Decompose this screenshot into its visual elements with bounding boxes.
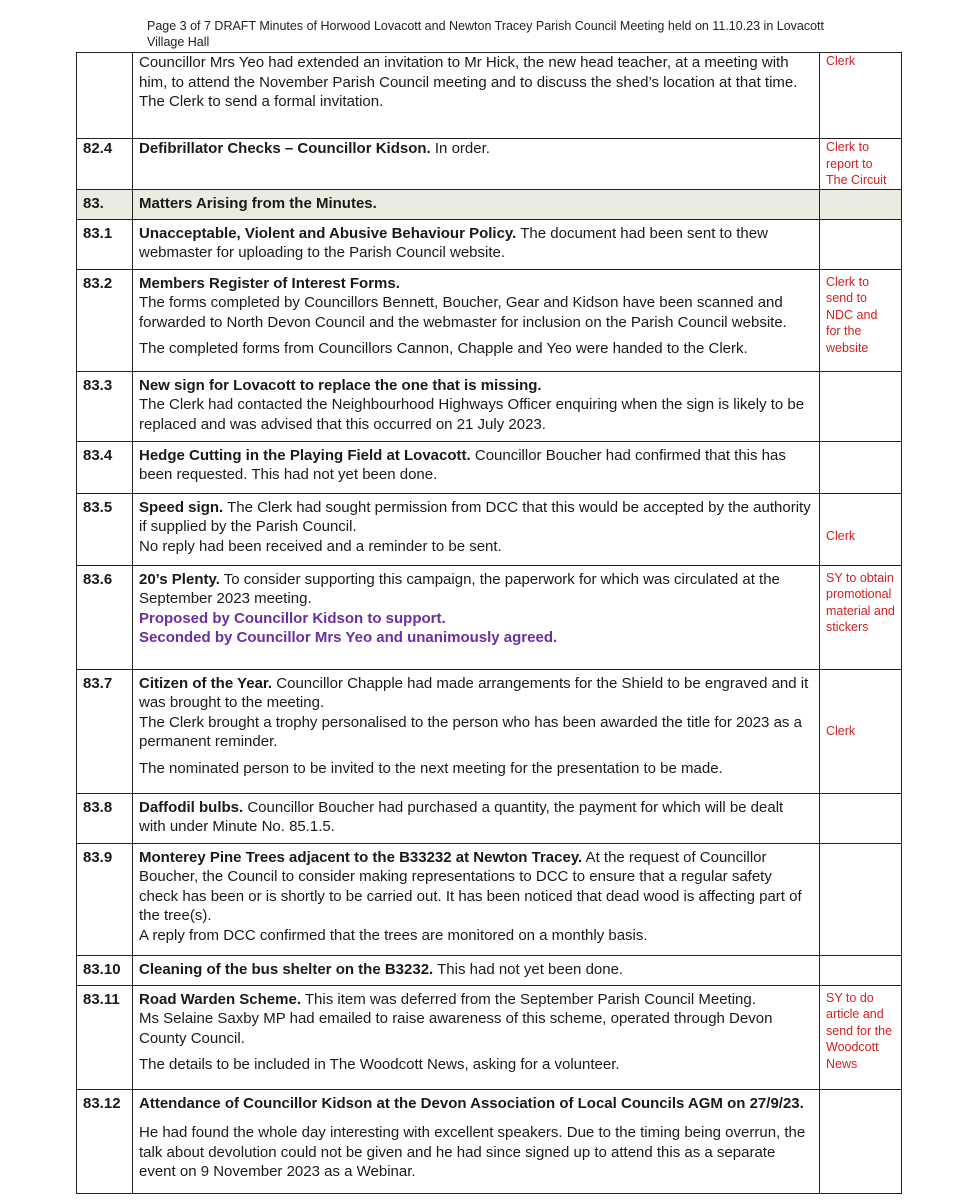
minute-title: Speed sign. — [139, 498, 224, 516]
minute-text: To consider supporting this campaign, the paperwork for which was circulated at the September 2023 meeting. — [139, 570, 780, 607]
page-header: Page 3 of 7 DRAFT Minutes of Horwood Lovacott and Newton Tracey Parish Council Meeting held on 11.10.23 in Lovacott Village Hall — [147, 19, 825, 49]
minute-text: In order. — [430, 140, 490, 157]
minute-row — [77, 669, 902, 793]
action-cell — [820, 441, 902, 493]
minute-row — [77, 269, 902, 371]
minute-text: The Clerk brought a trophy personalised to the person who has been awarded the title for 2023 as a permanent reminder. — [139, 713, 802, 750]
minute-row — [77, 565, 902, 669]
minute-body — [133, 955, 820, 985]
resolution-seconded: Seconded by Councillor Mrs Yeo and unanimously agreed. — [139, 629, 558, 646]
minute-text: Councillor Boucher had purchased a quantity, the payment for which will be dealt with under Minute No. 85.1.5. — [139, 798, 784, 835]
action-cell — [820, 1089, 902, 1193]
resolution-proposed: Proposed by Councillor Kidson to support. — [139, 609, 446, 627]
minute-number: 82.4 — [77, 139, 133, 190]
minute-number: 83.7 — [77, 669, 133, 793]
minute-number — [77, 53, 133, 139]
minute-number: 83.4 — [77, 441, 133, 493]
minute-text: Ms Selaine Saxby MP had emailed to raise awareness of this scheme, operated through Devon County Council. — [139, 1010, 773, 1047]
minute-text: The Clerk had contacted the Neighbourhood Highways Officer enquiring when the sign is likely to be replaced and was advised that this occurred on 21 July 2023. — [139, 396, 805, 433]
minute-text: This had not yet been done. — [433, 960, 624, 978]
minute-row — [77, 53, 902, 139]
minute-text: He had found the whole day interesting with excellent speakers. Due to the timing being overrun, the talk about devolution could not be given and he had since signed up to attend this as a separate event on 9 November 2023 as a Webinar. — [139, 1124, 806, 1180]
minute-text: This item was deferred from the September Parish Council Meeting. — [300, 990, 756, 1008]
minute-body — [133, 843, 820, 955]
minute-title: Cleaning of the bus shelter on the B3232. — [139, 960, 434, 978]
minute-body — [133, 219, 820, 269]
minute-row — [77, 493, 902, 565]
minute-body — [133, 269, 820, 371]
section-header-row — [77, 189, 902, 219]
minute-row — [77, 793, 902, 843]
minute-text: Councillor Chapple had made arrangements for the Shield to be engraved and it was brought to the meeting. — [139, 674, 809, 711]
minute-title: 20’s Plenty. — [139, 570, 220, 588]
minute-title: Monterey Pine Trees adjacent to the B33232 at Newton Tracey. — [139, 848, 583, 866]
minute-number: 83.12 — [77, 1089, 133, 1193]
minute-number: 83.9 — [77, 843, 133, 955]
action-cell: SY to obtain promotional material and stickers — [820, 565, 902, 669]
action-cell: Clerk to report to The Circuit — [820, 139, 902, 190]
minute-body — [133, 985, 820, 1089]
minute-text: The nominated person to be invited to the next meeting for the presentation to be made. — [139, 759, 723, 777]
minute-row — [77, 843, 902, 955]
minute-row — [77, 1089, 902, 1193]
minute-text: No reply had been received and a reminder to be sent. — [139, 537, 502, 555]
minute-number: 83.6 — [77, 565, 133, 669]
action-cell — [820, 219, 902, 269]
minute-text: The forms completed by Councillors Bennett, Boucher, Gear and Kidson have been scanned and forwarded to North Devon Council and the webmaster for inclusion on the Parish Council website. — [139, 294, 787, 331]
minute-text: A reply from DCC confirmed that the trees are monitored on a monthly basis. — [139, 926, 648, 944]
minute-body — [133, 1089, 820, 1193]
minute-number: 83.2 — [77, 269, 133, 371]
minute-row — [77, 371, 902, 441]
minute-row — [77, 985, 902, 1089]
minute-body — [133, 139, 820, 190]
minute-title: Defibrillator Checks – Councillor Kidson. — [139, 140, 431, 157]
minute-row — [77, 219, 902, 269]
minute-number: 83.1 — [77, 219, 133, 269]
action-cell: SY to do article and send for the Woodcott News — [820, 985, 902, 1089]
minute-body — [133, 493, 820, 565]
minute-text: Councillor Boucher had confirmed that this has been requested. This had not yet been done. — [139, 446, 786, 483]
minute-title: Unacceptable, Violent and Abusive Behaviour Policy. — [139, 224, 517, 242]
minute-text: Councillor Mrs Yeo had extended an invitation to Mr Hick, the new head teacher, at a meeting with him, to attend the November Parish Council meeting and to discuss the shed’s location at that time. The Clerk to send a formal invitation. — [139, 54, 798, 110]
action-cell — [820, 955, 902, 985]
minute-body — [133, 669, 820, 793]
action-cell: Clerk to send to NDC and for the website — [820, 269, 902, 371]
action-cell: Clerk — [820, 493, 902, 565]
minute-number: 83.8 — [77, 793, 133, 843]
minute-row — [77, 139, 902, 190]
minute-number: 83. — [77, 189, 133, 219]
minute-body — [133, 793, 820, 843]
minute-body — [133, 441, 820, 493]
minute-number: 83.3 — [77, 371, 133, 441]
minute-text: The completed forms from Councillors Cannon, Chapple and Yeo were handed to the Clerk. — [139, 340, 748, 357]
minute-number: 83.10 — [77, 955, 133, 985]
minute-title: Members Register of Interest Forms. — [139, 274, 400, 292]
minute-text: The document had been sent to thew webmaster for uploading to the Parish Council website. — [139, 224, 768, 261]
minute-number: 83.5 — [77, 493, 133, 565]
minute-row — [77, 441, 902, 493]
minute-body — [133, 53, 820, 139]
minute-body — [133, 371, 820, 441]
action-cell: Clerk — [820, 669, 902, 793]
minute-title: New sign for Lovacott to replace the one that is missing. — [139, 376, 542, 394]
action-cell — [820, 843, 902, 955]
minute-title: Attendance of Councillor Kidson at the Devon Association of Local Councils AGM on 27/9/23. — [139, 1094, 804, 1112]
action-cell — [820, 189, 902, 219]
action-cell — [820, 793, 902, 843]
minute-title: Daffodil bulbs. — [139, 798, 244, 816]
minute-title: Citizen of the Year. — [139, 674, 273, 692]
minute-title: Road Warden Scheme. — [139, 990, 301, 1008]
minute-text: The details to be included in The Woodcott News, asking for a volunteer. — [139, 1056, 620, 1073]
minute-title: Hedge Cutting in the Playing Field at Lovacott. — [139, 446, 471, 464]
minute-number: 83.11 — [77, 985, 133, 1089]
action-cell: Clerk — [820, 53, 902, 139]
minutes-table — [76, 52, 902, 1194]
minute-text: The Clerk had sought permission from DCC that this would be accepted by the authority if supplied by the Parish Council. — [139, 498, 811, 535]
minute-row — [77, 955, 902, 985]
minute-body — [133, 565, 820, 669]
minute-text: At the request of Councillor Boucher, the Council to consider making representations to DCC to ensure that a regular safety check has been or is shortly to be carried out. It has been noticed that dead wood is affecting part of the tree(s). — [139, 848, 802, 924]
action-cell — [820, 371, 902, 441]
section-title: Matters Arising from the Minutes. — [133, 189, 820, 219]
